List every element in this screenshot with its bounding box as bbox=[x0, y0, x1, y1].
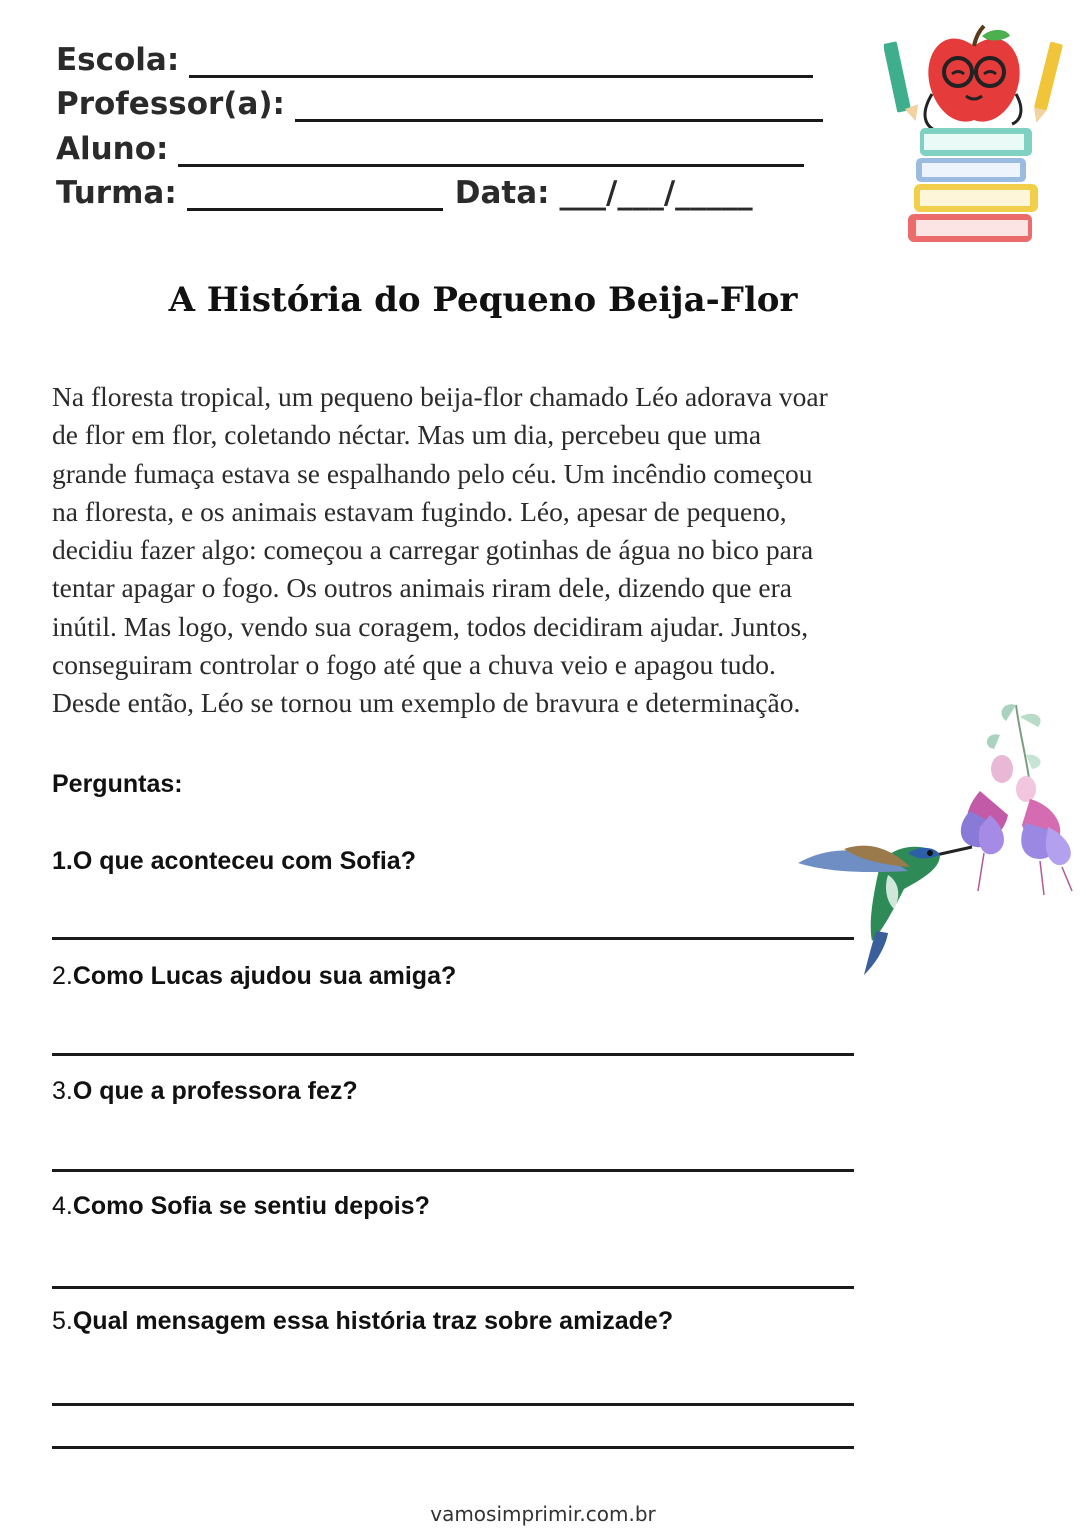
escola-field bbox=[56, 42, 813, 78]
question-number: 2. bbox=[52, 962, 73, 990]
question-4 bbox=[52, 1192, 430, 1221]
answer-line-2[interactable] bbox=[52, 1053, 854, 1056]
answer-line-5b[interactable] bbox=[52, 1446, 854, 1449]
answer-line-5a[interactable] bbox=[52, 1403, 854, 1406]
turma-data-field bbox=[56, 175, 753, 211]
questions-heading: Perguntas: bbox=[52, 770, 183, 798]
story-line: inútil. Mas logo, vendo sua coragem, todos decidiram ajudar. Juntos, bbox=[52, 610, 809, 642]
story-line: Desde então, Léo se tornou um exemplo de bravura e determinação. bbox=[52, 687, 801, 719]
question-3 bbox=[52, 1077, 358, 1106]
apple-books-icon bbox=[884, 24, 1064, 249]
question-number: 4. bbox=[52, 1192, 73, 1220]
question-1 bbox=[52, 847, 416, 876]
story-line: grande fumaça estava se espalhando pelo céu. Um incêndio começou bbox=[52, 457, 813, 489]
question-number: 1. bbox=[52, 847, 73, 875]
question-text: O que a professora fez? bbox=[72, 1077, 358, 1105]
data-month-slot[interactable]: ___/ bbox=[617, 175, 676, 211]
professor-field bbox=[56, 86, 823, 122]
story-line: Na floresta tropical, um pequeno beija-flor chamado Léo adorava voar bbox=[52, 381, 828, 412]
question-text: Como Sofia se sentiu depois? bbox=[72, 1192, 430, 1220]
question-number: 5. bbox=[52, 1307, 73, 1335]
turma-label: Turma: bbox=[56, 175, 177, 211]
question-text: Qual mensagem essa história traz sobre amizade? bbox=[72, 1307, 674, 1335]
aluno-field bbox=[56, 131, 804, 167]
question-5 bbox=[52, 1307, 673, 1336]
escola-input-line[interactable] bbox=[189, 45, 813, 78]
answer-line-3[interactable] bbox=[52, 1169, 854, 1172]
escola-label: Escola: bbox=[56, 42, 180, 78]
professor-label: Professor(a): bbox=[56, 86, 285, 122]
story-text bbox=[52, 378, 932, 723]
question-2 bbox=[52, 962, 456, 991]
story-line: na floresta, e os animais estavam fugindo. Léo, apesar de pequeno, bbox=[52, 495, 787, 527]
question-text: O que aconteceu com Sofia? bbox=[72, 847, 416, 875]
data-year-slot[interactable]: _____ bbox=[675, 175, 753, 211]
footer-site: vamosimprimir.com.br bbox=[430, 1502, 656, 1526]
aluno-input-line[interactable] bbox=[178, 134, 804, 167]
aluno-label: Aluno: bbox=[56, 131, 169, 167]
answer-line-1[interactable] bbox=[52, 937, 854, 940]
data-label: Data: bbox=[454, 175, 550, 211]
question-text: Como Lucas ajudou sua amiga? bbox=[72, 962, 457, 990]
turma-input-line[interactable] bbox=[187, 178, 443, 211]
data-day-slot[interactable]: ___/ bbox=[559, 175, 618, 211]
question-number: 3. bbox=[52, 1077, 73, 1105]
answer-line-4[interactable] bbox=[52, 1286, 854, 1289]
professor-input-line[interactable] bbox=[295, 89, 823, 122]
page-title: A História do Pequeno Beija-Flor bbox=[168, 280, 798, 320]
story-line: decidiu fazer algo: começou a carregar gotinhas de água no bico para bbox=[52, 534, 814, 566]
story-line: de flor em flor, coletando néctar. Mas um dia, percebeu que uma bbox=[52, 419, 762, 451]
story-line: conseguiram controlar o fogo até que a chuva veio e apagou tudo. bbox=[52, 649, 776, 681]
story-line: tentar apagar o fogo. Os outros animais riram dele, dizendo que era bbox=[52, 572, 792, 604]
